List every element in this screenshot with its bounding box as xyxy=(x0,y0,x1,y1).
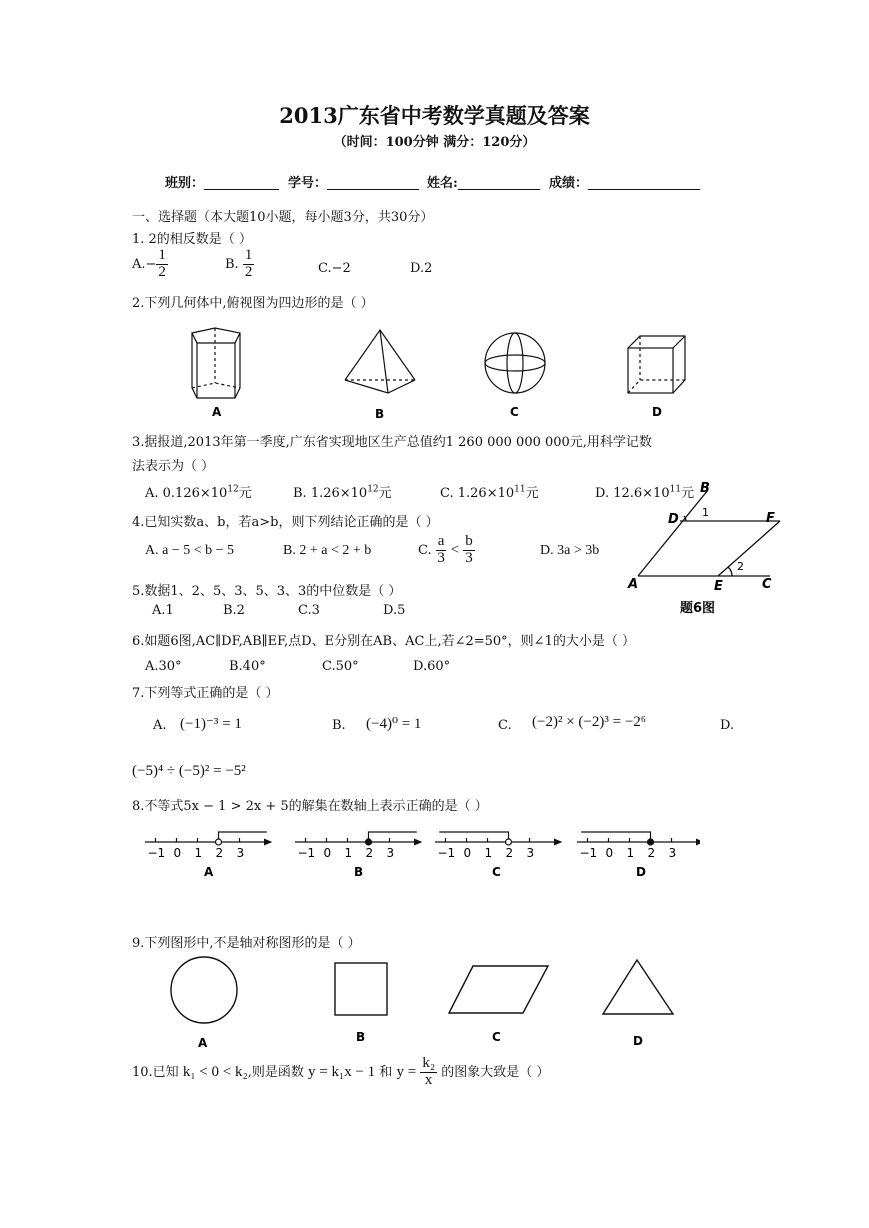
q2-label-c: C xyxy=(510,405,519,419)
q10-stem: 10.已知 k₁ < 0 < k₂,则是函数 y = k₁x − 1 和 y = $\frac{\text{k₂}}{x}$ 的图象大致是（ ） xyxy=(132,1055,550,1088)
number-line-tick-label: 2 xyxy=(647,846,656,860)
point-b-label: B xyxy=(700,481,710,496)
q1-option-d: D.2 xyxy=(410,261,433,276)
number-line-tick-label: −1 xyxy=(579,846,598,860)
closed-endpoint xyxy=(366,839,372,845)
circle-shape xyxy=(171,957,237,1023)
score-blank[interactable] xyxy=(588,176,700,190)
number-line-tick-label: 1 xyxy=(194,846,203,860)
page-title: 2013广东省中考数学真题及答案 xyxy=(279,103,590,128)
q3-stem-line2: 法表示为（ ） xyxy=(132,459,215,474)
number-line-tick-label: 0 xyxy=(323,846,332,860)
point-d-label: D xyxy=(668,512,679,527)
number-line-tick-label: 2 xyxy=(365,846,374,860)
q2-label-a: A xyxy=(212,405,222,419)
q9-label-b: B xyxy=(356,1030,366,1044)
q6-option-b: B.40° xyxy=(229,659,266,674)
q3-option-a: A. $0.126\times 10^{12}$元 xyxy=(145,484,252,501)
number-line-option-label: C xyxy=(492,865,501,879)
q7-option-d-label: D. xyxy=(720,718,735,733)
q7-stem: 7.下列等式正确的是（ ） xyxy=(132,686,279,701)
open-endpoint xyxy=(216,839,222,845)
q10-inverse-function-fraction: $\frac{\text{k₂}}{x}$ xyxy=(422,1055,436,1088)
pentagonal-prism xyxy=(192,328,240,398)
q1-stem: 1. 2的相反数是（ ） xyxy=(132,232,252,247)
cube xyxy=(628,336,685,393)
q4-option-a: A. a − 5 < b − 5 xyxy=(145,543,235,558)
number-line-tick-label: 0 xyxy=(605,846,614,860)
closed-endpoint xyxy=(648,839,654,845)
point-e-label: E xyxy=(714,579,723,594)
name-field xyxy=(427,172,540,191)
sphere xyxy=(485,333,545,393)
q10-condition: k₁ < 0 < k₂ xyxy=(182,1063,248,1080)
open-endpoint xyxy=(506,839,512,845)
q9-label-c: C xyxy=(492,1030,501,1044)
number-line-tick-label: 2 xyxy=(505,846,514,860)
point-a-label: A xyxy=(628,577,639,592)
square-shape xyxy=(335,963,387,1015)
point-f-label: F xyxy=(766,511,775,526)
line-ef xyxy=(718,521,780,576)
q7-option-d: (−5)⁴ ÷ (−5)² = −5² xyxy=(132,763,246,779)
score-label: 成绩： xyxy=(549,176,589,191)
class-label: 班别： xyxy=(165,176,205,191)
q9-shapes-figure xyxy=(140,952,700,1052)
q7-option-c-label: C. xyxy=(498,718,512,733)
q10-linear-function: y = k₁x − 1 xyxy=(308,1063,376,1080)
number-line-tick-label: 3 xyxy=(386,846,395,860)
q4-option-d: D. 3a > 3b xyxy=(540,543,600,558)
solution-range xyxy=(219,832,267,842)
solution-range xyxy=(369,832,417,842)
q9-label-d: D xyxy=(633,1034,643,1048)
q5-stem: 5.数据1、2、5、3、5、3、3的中位数是（ ） xyxy=(132,584,402,599)
q5-option-b: B.2 xyxy=(223,603,245,618)
class-field xyxy=(165,172,279,191)
number-line-tick-label: 2 xyxy=(215,846,224,860)
angle-2-label: 2 xyxy=(737,560,744,573)
q4-option-c: C. $\frac{a}{3}$ < $\frac{b}{3}$ xyxy=(418,533,473,566)
q3-option-b: B. $1.26\times 10^{12}$元 xyxy=(293,484,392,501)
q4-stem: 4.已知实数a、b，若a>b，则下列结论正确的是（ ） xyxy=(132,515,439,530)
angle-1-label: 1 xyxy=(702,506,709,519)
number-line-option-label: D xyxy=(636,865,646,879)
number-line-tick-label: −1 xyxy=(297,846,316,860)
number-line-tick-label: 1 xyxy=(344,846,353,860)
q8-number-lines xyxy=(140,815,700,885)
q2-stem: 2.下列几何体中,俯视图为四边形的是（ ） xyxy=(132,296,374,311)
q9-stem: 9.下列图形中,不是轴对称图形的是（ ） xyxy=(132,936,361,951)
q5-option-d: D.5 xyxy=(383,603,406,618)
number-line-option-label: A xyxy=(204,865,214,879)
q6-option-d: D.60° xyxy=(413,659,451,674)
q6-figure xyxy=(620,478,790,618)
q7-option-a-label: A. xyxy=(153,718,167,733)
exam-duration-score: （时间：100分钟 满分：120分） xyxy=(333,135,536,150)
q2-label-d: D xyxy=(652,405,662,419)
q1-option-c: C.−2 xyxy=(318,261,351,276)
q7-option-b-label: B. xyxy=(332,718,346,733)
solution-range xyxy=(581,832,650,842)
q5-option-a: A.1 xyxy=(152,603,174,618)
line-ab xyxy=(638,490,708,576)
q6-option-c: C.50° xyxy=(322,659,359,674)
q8-stem: 8.不等式5x − 1 > 2x + 5的解集在数轴上表示正确的是（ ） xyxy=(132,799,488,814)
triangular-pyramid xyxy=(345,330,415,393)
number-line-tick-label: 3 xyxy=(668,846,677,860)
q5-option-c: C.3 xyxy=(298,603,320,618)
number-line-option-label: B xyxy=(354,865,364,879)
number-line-tick-label: 1 xyxy=(484,846,493,860)
q7-option-a: (−1)⁻³ = 1 xyxy=(180,716,242,732)
score-field xyxy=(549,172,700,191)
q2-solids-figure xyxy=(140,318,720,428)
solution-range xyxy=(439,832,508,842)
number-line-tick-label: 0 xyxy=(173,846,182,860)
student-id-blank[interactable] xyxy=(327,176,419,190)
student-id-field xyxy=(288,172,419,191)
parallelogram-shape xyxy=(449,966,548,1013)
number-line-tick-label: 0 xyxy=(463,846,472,860)
name-blank[interactable] xyxy=(458,176,540,190)
class-blank[interactable] xyxy=(204,176,279,190)
q4-option-b: B. 2 + a < 2 + b xyxy=(283,543,372,558)
number-line-tick-label: 3 xyxy=(236,846,245,860)
q6-figure-caption: 题6图 xyxy=(680,601,716,616)
q2-label-b: B xyxy=(375,407,385,421)
number-line-tick-label: 3 xyxy=(526,846,535,860)
angle-2-arc xyxy=(728,567,732,576)
q9-label-a: A xyxy=(198,1036,208,1050)
student-id-label: 学号： xyxy=(288,176,328,191)
number-line-tick-label: −1 xyxy=(147,846,166,860)
q6-option-a: A.30° xyxy=(145,659,182,674)
q1-option-a: A.− $\frac{1}{2}$ xyxy=(132,247,166,280)
q1-option-b: B. $\frac{1}{2}$ xyxy=(225,247,253,280)
q7-option-c: (−2)² × (−2)³ = −2⁶ xyxy=(532,714,647,730)
q3-option-c: C. $1.26\times 10^{11}$元 xyxy=(440,484,539,501)
name-label: 姓名: xyxy=(427,176,458,191)
number-line-tick-label: 1 xyxy=(626,846,635,860)
section-heading: 一、选择题（本大题10小题，每小题3分，共30分） xyxy=(132,210,434,225)
q7-option-b: (−4)⁰ = 1 xyxy=(366,716,422,732)
triangle-shape xyxy=(603,960,673,1014)
q6-stem: 6.如题6图,AC∥DF,AB∥EF,点D、E分别在AB、AC上,若∠2=50°，则∠1的大小是（ ） xyxy=(132,634,635,649)
q3-stem-line1: 3.据报道,2013年第一季度,广东省实现地区生产总值约1 260 000 000 000元,用科学记数 xyxy=(132,435,652,450)
q3-option-d: D. $12.6\times 10^{11}$元 xyxy=(595,484,695,501)
point-c-label: C xyxy=(762,577,772,592)
number-line-tick-label: −1 xyxy=(437,846,456,860)
